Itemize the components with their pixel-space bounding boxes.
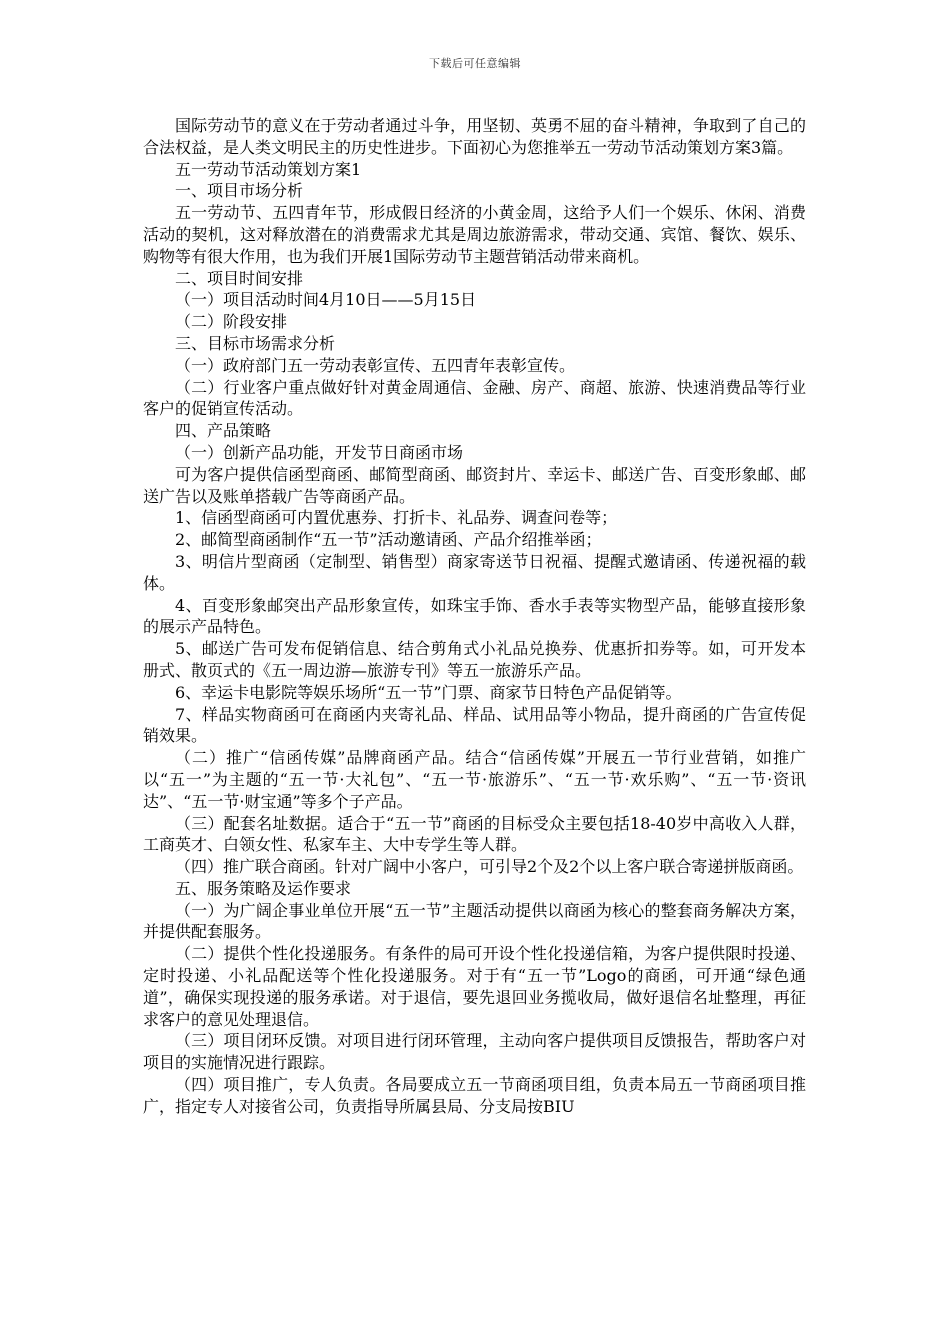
paragraph-product-item-1: 1、信函型商函可内置优惠券、打折卡、礼品券、调查问卷等； bbox=[175, 508, 618, 528]
paragraph-service-feedback: （三）项目闭环反馈。对项目进行闭环管理，主动向客户提供项目反馈报告，帮助客户对项目的实施情况进行跟踪。 bbox=[143, 1031, 806, 1073]
paragraph-service-delivery: （二）提供个性化投递服务。有条件的局可开设个性化投递信箱，为客户提供限时投递、定时投递、小礼品配送等个性化投递服务。对于有“五一节”Logo的商函，可开通“绿色通道”，确保实现投递的服务承诺。对于退信，要先退回业务揽收局，做好退信名址整理，再征求客户的意见处理退信。 bbox=[143, 944, 806, 1029]
paragraph-product-item-3: 3、明信片型商函（定制型、销售型）商家寄送节日祝福、提醒式邀请函、传递祝福的载体。 bbox=[143, 551, 806, 593]
section-heading-market-analysis: 一、项目市场分析 bbox=[175, 181, 304, 201]
paragraph-service-promotion: （四）项目推广，专人负责。各局要成立五一节商函项目组，负责本局五一节商函项目推广，指定专人对接省公司，负责指导所属县局、分支局按BIU bbox=[143, 1075, 806, 1116]
paragraph-product-item-4: 4、百变形象邮突出产品形象宣传，如珠宝手饰、香水手表等实物型产品，能够直接形象的展示产品特色。 bbox=[143, 595, 806, 637]
paragraph-schedule-phases: （二）阶段安排 bbox=[175, 312, 288, 332]
paragraph-product-item-5: 5、邮送广告可发布促销信息、结合剪角式小礼品兑换券、优惠折扣券等。如，可开发本册式、散页式的《五一周边游—旅游专刊》等五一旅游乐产品。 bbox=[143, 639, 806, 680]
paragraph-service-solution: （一）为广阔企事业单位开展“五一节”主题活动提供以商函为核心的整套商务解决方案，并提供配套服务。 bbox=[143, 900, 806, 942]
document-body bbox=[143, 115, 806, 1118]
paragraph-demand-government: （一）政府部门五一劳动表彰宣传、五四青年表彰宣传。 bbox=[175, 355, 576, 375]
paragraph-intro: 国际劳动节的意义在于劳动者通过斗争，用坚韧、英勇不屈的奋斗精神，争取到了自己的合法权益，是人类文明民主的历史性进步。下面初心为您推举五一劳动节活动策划方案3篇。 bbox=[143, 116, 806, 157]
paragraph-product-innovation: （一）创新产品功能，开发节日商函市场 bbox=[175, 442, 464, 462]
page-header-note: 下载后可任意编辑 bbox=[429, 57, 521, 70]
paragraph-product-item-6: 6、幸运卡电影院等娱乐场所“五一节”门票、商家节日特色产品促销等。 bbox=[175, 682, 682, 702]
section-heading-service: 五、服务策略及运作要求 bbox=[175, 878, 352, 898]
section-heading-schedule: 二、项目时间安排 bbox=[175, 268, 304, 288]
paragraph-address-data: （三）配套名址数据。适合于“五一节”商函的目标受众主要包括18-40岁中高收入人群，工商英才、白领女性、私家车主、大中专学生等人群。 bbox=[143, 813, 806, 855]
paragraph-product-offer: 可为客户提供信函型商函、邮简型商函、邮资封片、幸运卡、邮送广告、百变形象邮、邮送广告以及账单搭载广告等商函产品。 bbox=[143, 464, 806, 506]
paragraph-brand-promotion: （二）推广“信函传媒”品牌商函产品。结合“信函传媒”开展五一节行业营销，如推广以“五一”为主题的“五一节·大礼包”、“五一节·旅游乐”、“五一节·欢乐购”、“五一节·资讯达”、“五一节·财宝通”等多个子产品。 bbox=[143, 748, 806, 811]
paragraph-schedule-time: （一）项目活动时间4月10日——5月15日 bbox=[175, 290, 477, 310]
section-heading-demand: 三、目标市场需求分析 bbox=[175, 333, 336, 353]
paragraph-market-analysis: 五一劳动节、五四青年节，形成假日经济的小黄金周，这给予人们一个娱乐、休闲、消费活动的契机，这对释放潜在的消费需求尤其是周边旅游需求，带动交通、宾馆、餐饮、娱乐、购物等有很大作用，也为我们开展1国际劳动节主题营销活动带来商机。 bbox=[143, 203, 806, 266]
paragraph-demand-industry: （二）行业客户重点做好针对黄金周通信、金融、房产、商超、旅游、快速消费品等行业客户的促销宣传活动。 bbox=[143, 377, 806, 419]
paragraph-joint-mail: （四）推广联合商函。针对广阔中小客户，可引导2个及2个以上客户联合寄递拼版商函。 bbox=[175, 857, 804, 877]
paragraph-product-item-2: 2、邮简型商函制作“五一节”活动邀请函、产品介绍推举函； bbox=[175, 530, 602, 550]
section-heading-product: 四、产品策略 bbox=[175, 421, 272, 441]
paragraph-plan-title: 五一劳动节活动策划方案1 bbox=[175, 159, 362, 179]
paragraph-product-item-7: 7、样品实物商函可在商函内夹寄礼品、样品、试用品等小物品，提升商函的广告宣传促销效果。 bbox=[143, 704, 806, 746]
